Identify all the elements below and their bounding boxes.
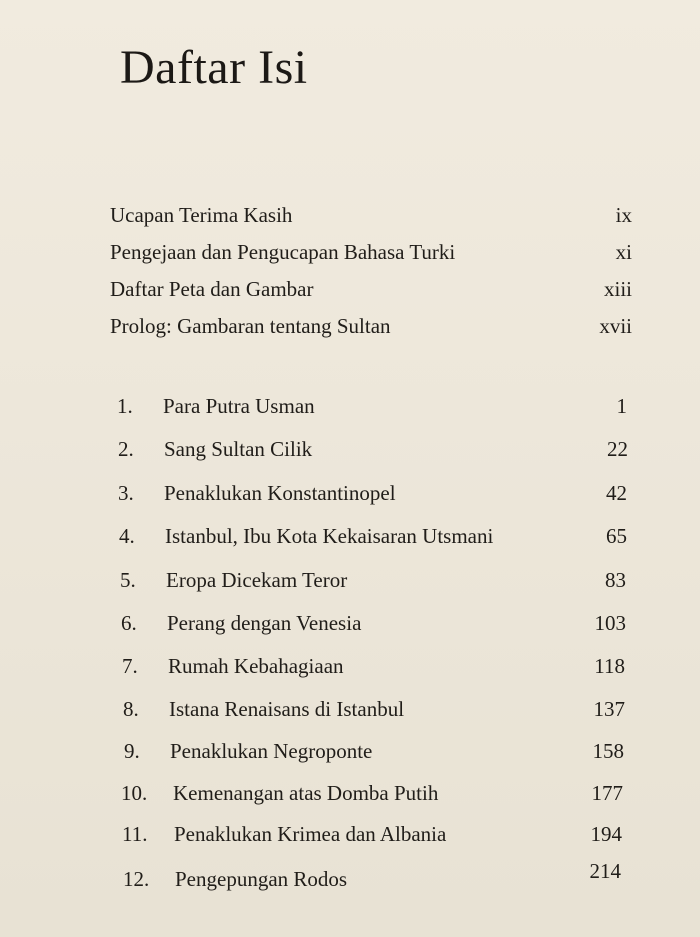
toc-front-entry <box>110 274 632 304</box>
chapter-number: 9. <box>124 739 140 763</box>
toc-chapter-entry <box>117 391 627 421</box>
toc-chapter-entry <box>122 819 622 849</box>
chapter-page: 22 <box>607 437 628 461</box>
toc-chapter-entry <box>121 778 623 808</box>
toc-entry-page: ix <box>615 203 632 227</box>
toc-entry-label: Prolog: Gambaran tentang Sultan <box>110 314 391 338</box>
toc-entry-page: xvii <box>599 314 632 338</box>
chapter-number: 1. <box>117 394 133 418</box>
chapter-title: Penaklukan Konstantinopel <box>164 481 396 505</box>
chapter-number: 7. <box>122 654 138 678</box>
chapter-number: 10. <box>121 781 148 805</box>
toc-entry-label: Ucapan Terima Kasih <box>110 203 293 227</box>
toc-entry-page: xi <box>615 240 632 264</box>
toc-entry-label: Pengejaan dan Pengucapan Bahasa Turki <box>110 240 456 264</box>
chapter-page: 83 <box>605 568 626 592</box>
chapter-number: 11. <box>122 822 148 846</box>
chapter-title: Perang dengan Venesia <box>167 611 362 635</box>
chapter-title: Para Putra Usman <box>163 394 315 418</box>
toc-chapter-entry <box>118 478 627 508</box>
chapter-page: 65 <box>606 524 627 548</box>
chapter-title: Istana Renaisans di Istanbul <box>169 697 405 721</box>
chapter-title: Penaklukan Krimea dan Albania <box>174 822 447 846</box>
toc-entry-page: xiii <box>603 277 632 301</box>
chapter-title: Istanbul, Ibu Kota Kekaisaran Utsmani <box>165 524 494 548</box>
chapter-page: 137 <box>593 697 625 721</box>
page-title: Daftar Isi <box>120 41 308 94</box>
chapter-number: 8. <box>123 697 139 721</box>
chapter-number: 12. <box>123 867 150 891</box>
toc-front-entry <box>110 237 632 267</box>
chapter-page: 158 <box>592 739 624 763</box>
chapter-page: 118 <box>594 654 625 678</box>
chapter-page: 1 <box>616 394 627 418</box>
chapter-page: 103 <box>594 611 626 635</box>
chapter-title: Kemenangan atas Domba Putih <box>173 781 439 805</box>
chapter-number: 5. <box>120 568 136 592</box>
toc-front-entry <box>110 311 632 341</box>
chapter-page: 177 <box>591 781 623 805</box>
chapter-title: Sang Sultan Cilik <box>164 437 313 461</box>
toc-chapter-entry <box>124 736 624 766</box>
chapter-number: 2. <box>118 437 134 461</box>
chapter-page: 214 <box>589 859 621 883</box>
toc-front-entry <box>110 200 632 230</box>
toc-chapter-entry <box>123 694 625 724</box>
chapter-title: Rumah Kebahagiaan <box>168 654 344 678</box>
chapter-title: Penaklukan Negroponte <box>170 739 373 763</box>
chapter-number: 6. <box>121 611 137 635</box>
chapter-number: 3. <box>118 481 134 505</box>
chapter-page: 42 <box>606 481 627 505</box>
chapter-page: 194 <box>590 822 622 846</box>
toc-chapter-entry <box>118 434 628 464</box>
chapter-title: Pengepungan Rodos <box>175 867 348 891</box>
toc-entry-label: Daftar Peta dan Gambar <box>110 277 314 301</box>
toc-chapter-entry <box>119 521 627 551</box>
toc-chapter-entry <box>123 859 621 894</box>
toc-chapter-entry <box>122 651 625 681</box>
toc-chapter-entry <box>120 565 626 595</box>
toc-chapter-entry <box>121 608 626 638</box>
chapter-title: Eropa Dicekam Teror <box>166 568 348 592</box>
chapter-number: 4. <box>119 524 135 548</box>
